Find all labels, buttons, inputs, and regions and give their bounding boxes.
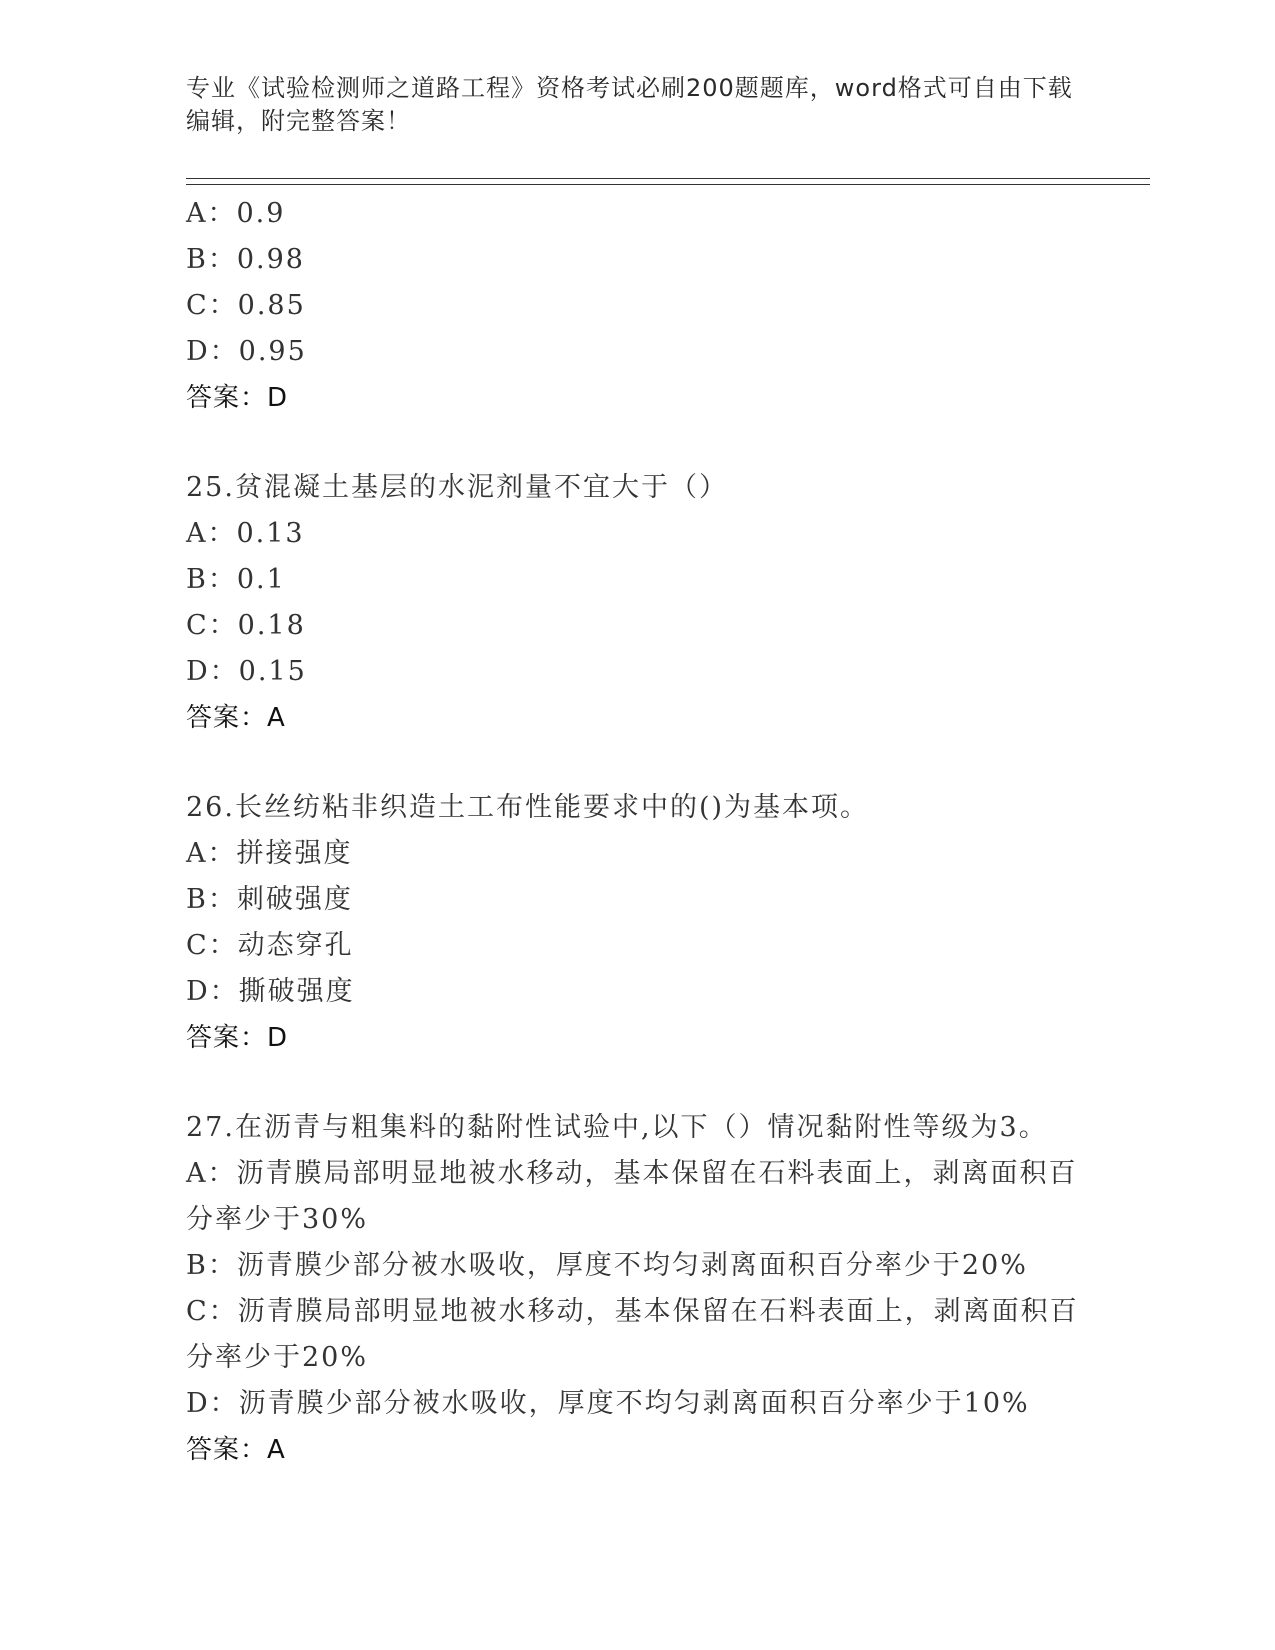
option-c: C：0.18: [186, 610, 306, 641]
answer-label: 答案：A: [186, 1435, 286, 1465]
option-a-line-2: 分率少于30%: [186, 1204, 369, 1235]
question-block-26: [186, 785, 1086, 1061]
answer-label: 答案：D: [186, 383, 289, 413]
answer-label: 答案：D: [186, 1023, 289, 1053]
question-stem: 25.贫混凝土基层的水泥剂量不宜大于（）: [186, 472, 728, 503]
header-divider-top: [186, 178, 1150, 179]
question-block-24: [186, 191, 1086, 421]
option-b: B：刺破强度: [186, 884, 353, 915]
spacer: [186, 421, 1086, 465]
header-line-1: 专业《试验检测师之道路工程》资格考试必刷200题题库，word格式可自由下载: [186, 74, 1073, 102]
header-line-2: 编辑，附完整答案！: [186, 107, 411, 135]
option-c: C：动态穿孔: [186, 930, 354, 961]
spacer: [186, 1061, 1086, 1105]
option-d: D：0.15: [186, 656, 307, 687]
spacer: [186, 741, 1086, 785]
question-stem: 26.长丝纺粘非织造土工布性能要求中的()为基本项。: [186, 792, 870, 823]
option-a-line-1: A：沥青膜局部明显地被水移动，基本保留在石料表面上，剥离面积百: [186, 1158, 1078, 1189]
option-a: A：拼接强度: [186, 838, 353, 869]
option-a: A：0.13: [186, 518, 305, 549]
option-c-line-1: C：沥青膜局部明显地被水移动，基本保留在石料表面上，剥离面积百: [186, 1296, 1079, 1327]
option-d: D：撕破强度: [186, 976, 355, 1007]
option-b: B：0.98: [186, 244, 305, 275]
question-block-25: [186, 465, 1086, 741]
question-block-27: [186, 1105, 1086, 1473]
option-d: D：0.95: [186, 336, 307, 367]
option-c-line-2: 分率少于20%: [186, 1342, 369, 1373]
option-b: B：0.1: [186, 564, 286, 595]
document-header: [186, 72, 1086, 138]
question-stem: 27.在沥青与粗集料的黏附性试验中,以下（）情况黏附性等级为3。: [186, 1112, 1048, 1143]
header-divider-bottom: [186, 184, 1150, 185]
option-b: B：沥青膜少部分被水吸收，厚度不均匀剥离面积百分率少于20%: [186, 1250, 1028, 1281]
answer-label: 答案：A: [186, 703, 286, 733]
option-c: C：0.85: [186, 290, 306, 321]
option-d: D：沥青膜少部分被水吸收，厚度不均匀剥离面积百分率少于10%: [186, 1388, 1030, 1419]
option-a: A：0.9: [186, 198, 286, 229]
question-list: [186, 191, 1086, 1473]
